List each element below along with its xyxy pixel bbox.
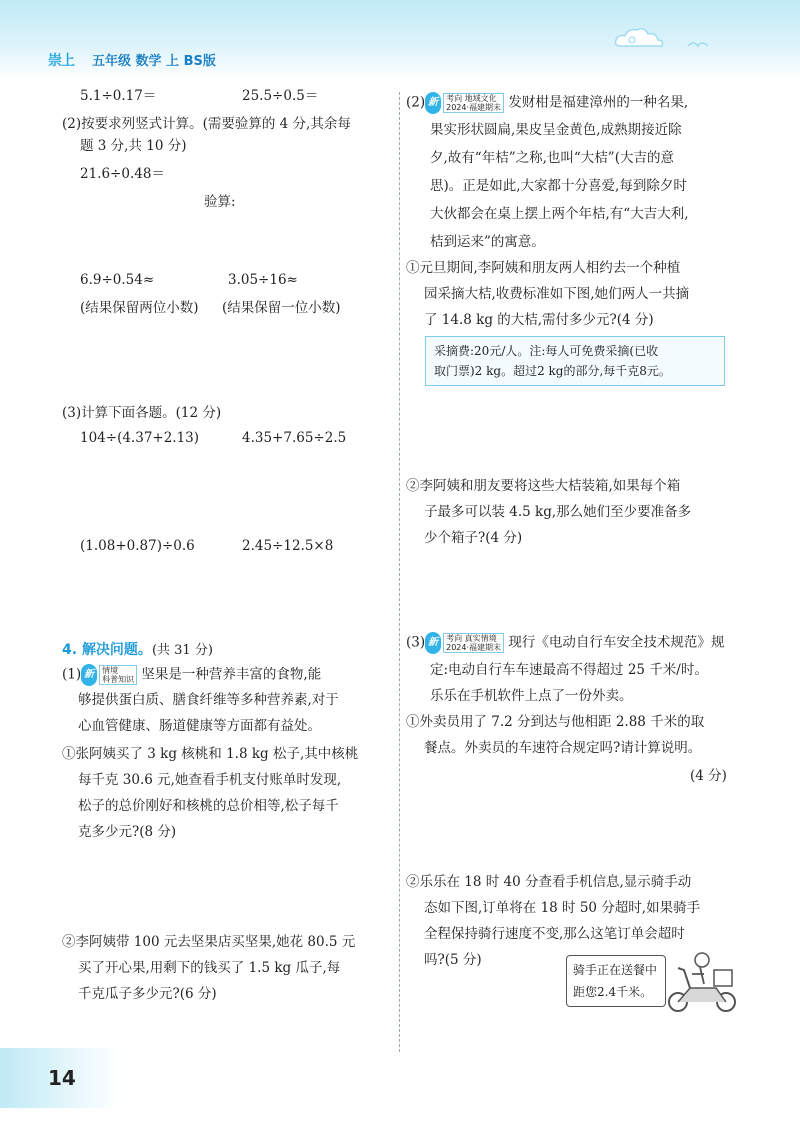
column-divider <box>399 92 400 1052</box>
problem-3a: 餐点。外卖员的车速符合规定吗?请计算说明。 <box>424 740 702 756</box>
problem-1a: 松子的总价刚好和核桃的总价相等,松子每千 <box>78 798 339 814</box>
problem-2-text: 夕,故有“年桔”之称,也叫“大桔”(大吉的意 <box>430 150 674 166</box>
page-number: 14 <box>48 1066 76 1090</box>
bird-decoration-icon <box>686 38 710 54</box>
problem-1-text: 够提供蛋白质、膳食纤维等多种营养素,对于 <box>78 692 339 708</box>
division-expr-2: 25.5÷0.5＝ <box>242 88 319 104</box>
problem-2-text: 大伙都会在桌上摆上两个年桔,有“大吉大利, <box>430 206 689 222</box>
q2-instruction: (2)按要求列竖式计算。(需要验算的 4 分,其余每 <box>62 116 351 132</box>
new-badge-icon: 新 <box>81 664 97 686</box>
problem-3b: ②乐乐在 18 时 40 分查看手机信息,显示骑手动 <box>406 874 692 890</box>
brand-logo: 崇上 <box>48 53 74 69</box>
problem-1b: 千克瓜子多少元?(6 分) <box>78 986 217 1002</box>
problem-3b: 全程保持骑行速度不变,那么这笔订单会超时 <box>424 926 685 942</box>
q2-requirement-3: (结果保留一位小数) <box>222 300 341 316</box>
q2-expr-1: 21.6÷0.48＝ <box>80 166 165 182</box>
problem-1b: 买了开心果,用剩下的钱买了 1.5 kg 瓜子,每 <box>78 960 341 976</box>
fee-note-line: 取门票)2 kg。超过2 kg的部分,每千克8元。 <box>434 364 671 378</box>
tag-label: 考向 真实情境 2024·福建期末 <box>443 633 504 653</box>
fee-note-box <box>425 336 725 386</box>
problem-2b: 少个箱子?(4 分) <box>424 530 523 546</box>
division-expr-1: 5.1÷0.17＝ <box>80 88 157 104</box>
rider-status-line: 骑手正在送餐中 <box>573 963 658 977</box>
problem-3b: 吗?(5 分) <box>424 952 482 968</box>
problem-1a: 每千克 30.6 元,她查看手机支付账单时发现, <box>78 772 342 788</box>
q2-points: 题 3 分,共 10 分) <box>80 138 187 154</box>
tag-label: 考向 地域文化 2024·福建期末 <box>443 93 504 113</box>
problem-1a: ①张阿姨买了 3 kg 核桃和 1.8 kg 松子,其中核桃 <box>62 746 359 762</box>
problem-1b: ②李阿姨带 100 元去坚果店买坚果,她花 80.5 元 <box>62 934 356 950</box>
tag-label: 情境 科普知识 <box>99 665 137 685</box>
problem-2a: 园采摘大桔,收费标准如下图,她们两人一共摘 <box>424 286 690 302</box>
rider-status-bubble <box>566 955 666 1007</box>
problem-2-text: 思)。正是如此,大家都十分喜爱,每到除夕时 <box>430 178 687 194</box>
problem-3-text: 乐乐在手机软件上点了一份外卖。 <box>430 688 633 704</box>
problem-3-text: 定:电动自行车车速最高不得超过 25 千米/时。 <box>430 662 708 678</box>
problem-1-intro: (1) 新 情境 科普知识 坚果是一种营养丰富的食物,能 <box>62 666 322 684</box>
q3-expr-c: (1.08+0.87)÷0.6 <box>80 538 195 554</box>
problem-3b: 态如下图,订单将在 18 时 50 分超时,如果骑手 <box>424 900 701 916</box>
problem-3-intro: (3) 新 考向 真实情境 2024·福建期末 现行《电动自行车安全技术规范》规 <box>406 634 725 652</box>
problem-1-text: 心血管健康、肠道健康等方面都有益处。 <box>78 718 321 734</box>
page-header <box>0 0 800 80</box>
book-title: 五年级 数学 上 BS版 <box>92 54 216 69</box>
problem-2b: 子最多可以装 4.5 kg,那么她们至少要准备多 <box>424 504 692 520</box>
problem-3a-points: (4 分) <box>690 768 727 784</box>
problem-2-text: 果实形状圆扁,果皮呈金黄色,成熟期接近除 <box>430 122 682 138</box>
problem-3a: ①外卖员用了 7.2 分到达与他相距 2.88 千米的取 <box>406 714 705 730</box>
q2-expr-2: 6.9÷0.54≈ <box>80 272 155 288</box>
q3-title: (3)计算下面各题。(12 分) <box>62 405 222 421</box>
q3-expr-d: 2.45÷12.5×8 <box>242 538 334 554</box>
problem-2-text: 桔到运来”的寓意。 <box>430 234 545 250</box>
fee-note-line: 采摘费:20元/人。注:每人可免费采摘(已收 <box>434 344 659 358</box>
rider-status-line: 距您2.4千米。 <box>573 985 653 999</box>
problem-1a: 克多少元?(8 分) <box>78 824 177 840</box>
cloud-decoration-icon <box>610 22 670 52</box>
section-4-heading: 4. 解决问题。(共 31 分) <box>62 642 213 658</box>
q3-expr-b: 4.35+7.65÷2.5 <box>242 430 347 446</box>
q2-requirement-2: (结果保留两位小数) <box>80 300 199 316</box>
delivery-rider-scooter-icon <box>664 948 744 1014</box>
q2-check-label: 验算: <box>204 194 236 210</box>
q2-expr-3: 3.05÷16≈ <box>228 272 298 288</box>
problem-2a: ①元旦期间,李阿姨和朋友两人相约去一个种植 <box>406 260 681 276</box>
problem-2-intro: (2) 新 考向 地域文化 2024·福建期末 发财柑是福建漳州的一种名果, <box>406 94 689 112</box>
q3-expr-a: 104÷(4.37+2.13) <box>80 430 200 446</box>
new-badge-icon: 新 <box>425 92 441 114</box>
new-badge-icon: 新 <box>425 632 441 654</box>
problem-2a: 了 14.8 kg 的大桔,需付多少元?(4 分) <box>424 312 654 328</box>
problem-2b: ②李阿姨和朋友要将这些大桔装箱,如果每个箱 <box>406 478 681 494</box>
